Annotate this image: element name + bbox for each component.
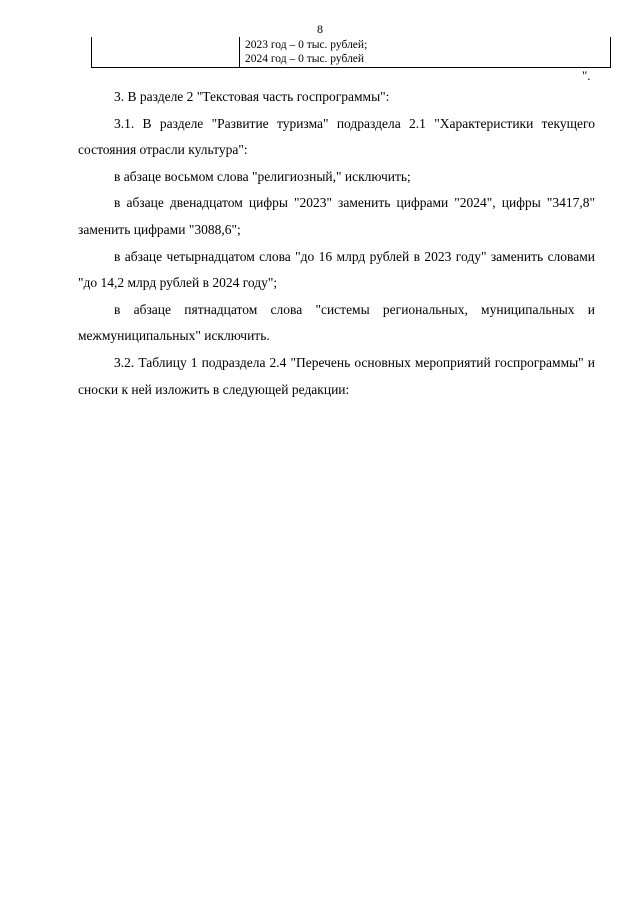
- paragraph-3-1: 3.1. В разделе "Развитие туризма" подраздела 2.1 "Характеристики текущего состояния отрасли культура":: [78, 115, 595, 158]
- paragraph-3-2: 3.2. Таблицу 1 подраздела 2.4 "Перечень основных мероприятий госпрограммы" и сноски к ней изложить в следующей редакции:: [78, 354, 595, 397]
- table-cell: [245, 38, 367, 66]
- paragraph-section-3: 3. В разделе 2 "Текстовая часть госпрограммы":: [114, 89, 390, 104]
- table-line-2023: 2023 год – 0 тыс. рублей;: [245, 39, 368, 51]
- closing-quote: ".: [582, 68, 591, 83]
- document-body: [78, 84, 595, 403]
- table-line-2024: 2024 год – 0 тыс. рублей: [245, 53, 365, 65]
- paragraph-abzac-15: в абзаце пятнадцатом слова "системы региональных, муниципальных и межмуниципальных" исключить.: [78, 301, 595, 344]
- page-number: 8: [317, 22, 323, 36]
- table-column-divider: [239, 37, 240, 67]
- paragraph-abzac-8: в абзаце восьмом слова "религиозный," исключить;: [114, 168, 411, 184]
- paragraph-abzac-12: в абзаце двенадцатом цифры "2023" заменить цифрами "2024", цифры "3417,8" заменить цифрами "3088,6";: [78, 195, 595, 237]
- paragraph-abzac-14: в абзаце четырнадцатом слова "до 16 млрд рублей в 2023 году" заменить словами "до 14,2 млрд рублей в 2024 году";: [78, 248, 595, 291]
- continued-table: [91, 37, 611, 68]
